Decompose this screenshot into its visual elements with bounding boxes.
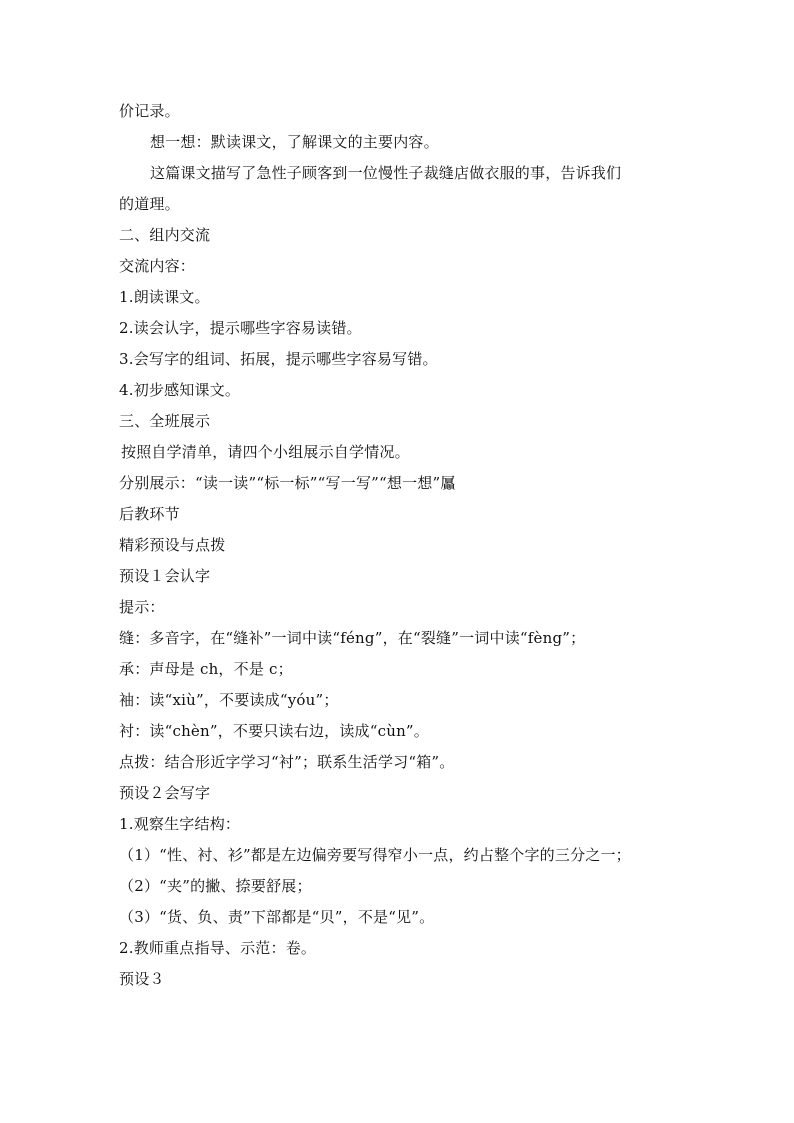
answer-paragraph-line-1: 这篇课文描写了急性子顾客到一位慢性子裁缝店做衣服的事，告诉我们 <box>150 164 622 182</box>
preset-1-title: 预设１会认字 <box>119 567 211 585</box>
tip-cheng: 承：声母是 ch，不是 c； <box>119 660 293 678</box>
writing-step-1: 1.观察生字结构： <box>119 815 241 833</box>
answer-paragraph-line-2: 的道理。 <box>119 195 180 213</box>
section-heading-group-exchange: 二、组内交流 <box>119 226 211 244</box>
class-show-instruction: 按照自学清单，请四个小组展示自学情况。 <box>121 443 410 461</box>
subheading-presets: 精彩预设与点拨 <box>119 536 226 554</box>
writing-step-1-sub-1: （1）“性、衬、衫”都是左边偏旁要写得窄小一点，约占整个字的三分之一； <box>119 846 631 864</box>
exchange-item-1: 1.朗读课文。 <box>119 288 210 306</box>
exchange-item-2: 2.读会认字，提示哪些字容易读错。 <box>119 319 362 337</box>
tips-label: 提示： <box>119 598 165 616</box>
guidance-line: 点拨：结合形近字学习“衬”；联系生活学习“箱”。 <box>119 753 455 771</box>
exchange-item-3: 3.会写字的组词、拓展，提示哪些字容易写错。 <box>119 350 438 368</box>
show-items-line: 分别展示：“读一读”“标一标”“写一写”“想一想”屭 <box>119 474 456 492</box>
writing-step-2: 2.教师重点指导、示范：卷。 <box>119 939 317 957</box>
writing-step-1-sub-3: （3）“货、负、责”下部都是“贝”，不是“见”。 <box>119 908 435 926</box>
preset-3-title: 预设３ <box>119 970 165 988</box>
preset-2-title: 预设２会写字 <box>119 784 211 802</box>
tip-feng: 缝：多音字，在“缝补”一词中读“féng”，在“裂缝”一词中读“fèng”； <box>119 629 586 647</box>
document-body <box>119 96 679 995</box>
exchange-item-4: 4.初步感知课文。 <box>119 381 241 399</box>
text-line-continuation: 价记录。 <box>119 102 180 120</box>
section-heading-post-teaching: 后教环节 <box>119 505 180 523</box>
exchange-content-label: 交流内容： <box>119 257 196 275</box>
tip-xiu: 袖：读“xiù”，不要读成“yóu”； <box>119 691 339 709</box>
section-heading-class-show: 三、全班展示 <box>119 412 211 430</box>
writing-step-1-sub-2: （2）“夹”的撇、捺要舒展； <box>119 877 312 895</box>
think-question-line: 想一想：默读课文，了解课文的主要内容。 <box>150 133 439 151</box>
tip-chen: 衬：读“chèn”，不要只读右边，读成“cùn”。 <box>119 722 429 740</box>
